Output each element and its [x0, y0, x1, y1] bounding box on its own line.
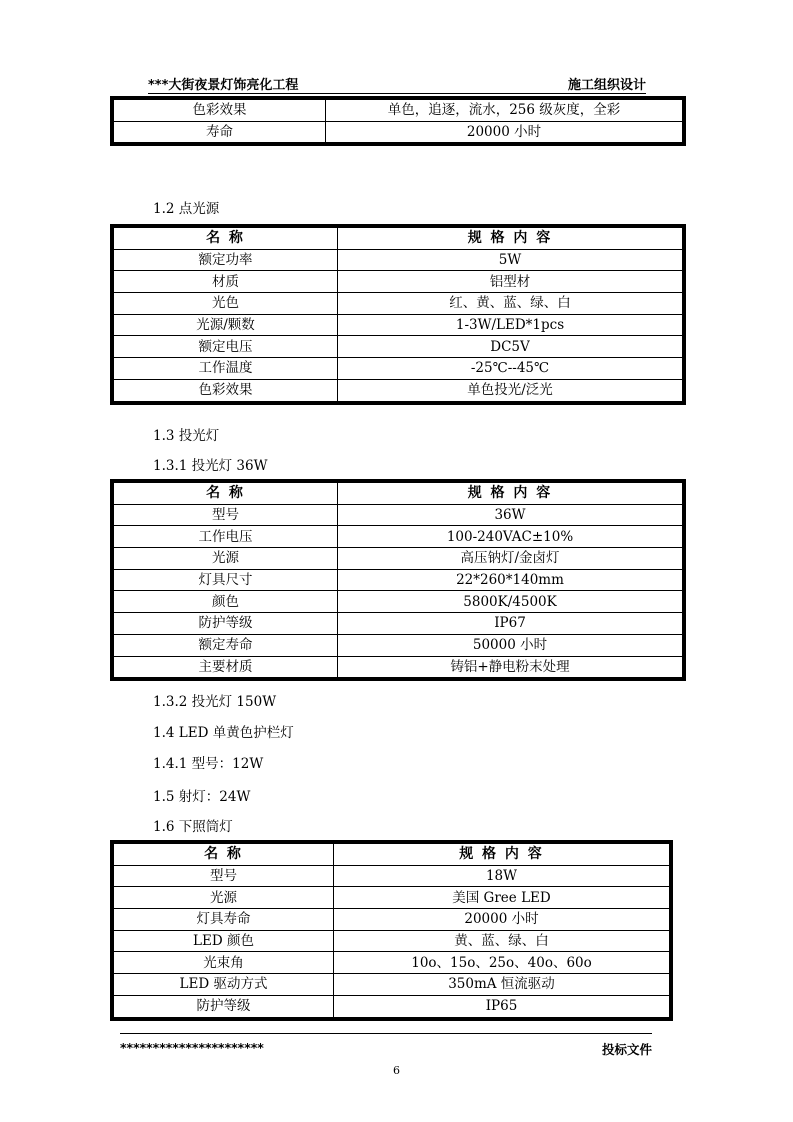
table-row [114, 358, 683, 380]
column-header-spec: 规 格 内 容 [334, 844, 670, 866]
header-project-title: ***大街夜景灯饰亮化工程 [148, 78, 299, 93]
table-row [114, 656, 683, 678]
table-header-row [114, 844, 670, 866]
table-row [114, 379, 683, 401]
table-row [114, 569, 683, 591]
column-header-name: 名 称 [114, 483, 338, 505]
header-doc-type: 施工组织设计 [567, 78, 646, 93]
column-header-name: 名 称 [114, 228, 338, 250]
table-cell-value: 黄、蓝、绿、白 [334, 930, 670, 952]
section-heading-1-6: 1.6 下照筒灯 [153, 819, 233, 835]
column-header-name: 名 称 [114, 844, 334, 866]
section-heading-1-4: 1.4 LED 单黄色护栏灯 [153, 725, 294, 741]
table-row [114, 336, 683, 358]
table-cell-name: 色彩效果 [114, 100, 326, 122]
table-cell-value: 18W [334, 865, 670, 887]
table-cell-name: 颜色 [114, 591, 338, 613]
table-row [114, 271, 683, 293]
table-cell-name: 型号 [114, 865, 334, 887]
table-cell-name: 灯具寿命 [114, 909, 334, 931]
table-row [114, 504, 683, 526]
table-row [114, 865, 670, 887]
column-header-spec: 规 格 内 容 [338, 483, 683, 505]
table-cell-name: 材质 [114, 271, 338, 293]
section-heading-1-4-1: 1.4.1 型号：12W [153, 756, 264, 772]
table-cell-value: 1-3W/LED*1pcs [338, 314, 683, 336]
table-cell-name: 光束角 [114, 952, 334, 974]
table-cell-name: 防护等级 [114, 613, 338, 635]
table-row [114, 613, 683, 635]
section-heading-1-3: 1.3 投光灯 [153, 428, 220, 444]
table-cell-value: 36W [338, 504, 683, 526]
table-cell-name: 色彩效果 [114, 379, 338, 401]
table-row [114, 249, 683, 271]
table-cell-name: 额定寿命 [114, 634, 338, 656]
table-cell-value: 5800K/4500K [338, 591, 683, 613]
table-row [114, 591, 683, 613]
table-cell-name: 额定电压 [114, 336, 338, 358]
table-cell-value: DC5V [338, 336, 683, 358]
spec-table-downlight [113, 843, 670, 1018]
table-cell-value: 22*260*140mm [338, 569, 683, 591]
table-cell-value: 50000 小时 [338, 634, 683, 656]
table-cell-value: 100-240VAC±10% [338, 526, 683, 548]
spec-table-floodlight-36w [113, 482, 683, 678]
table-cell-value: 铝型材 [338, 271, 683, 293]
table-cell-value: IP65 [334, 995, 670, 1017]
table-header-row [114, 228, 683, 250]
table-cell-value: 5W [338, 249, 683, 271]
page-header [148, 72, 646, 92]
table-row [114, 974, 670, 996]
table-cell-name: 灯具尺寸 [114, 569, 338, 591]
table-cell-value: 10o、15o、25o、40o、60o [334, 952, 670, 974]
section-heading-1-2: 1.2 点光源 [153, 201, 220, 217]
table-cell-name: 型号 [114, 504, 338, 526]
table-cell-value: 350mA 恒流驱动 [334, 974, 670, 996]
spec-table-point-light [113, 227, 683, 402]
table-cell-value: 单色投光/泛光 [338, 379, 683, 401]
table-header-row [114, 483, 683, 505]
table-cell-name: 额定功率 [114, 249, 338, 271]
table-cell-name: LED 驱动方式 [114, 974, 334, 996]
table-cell-name: 防护等级 [114, 995, 334, 1017]
table-row [114, 293, 683, 315]
table-row [114, 909, 670, 931]
table-cell-name: 光源 [114, 548, 338, 570]
section-heading-1-5: 1.5 射灯：24W [153, 789, 251, 805]
table-cell-name: 工作温度 [114, 358, 338, 380]
table-cell-value: 红、黄、蓝、绿、白 [338, 293, 683, 315]
table-row [114, 995, 670, 1017]
table-cell-name: LED 颜色 [114, 930, 334, 952]
footer-left-text: ********************** [120, 1040, 264, 1055]
header-divider [148, 93, 646, 94]
section-heading-1-3-1: 1.3.1 投光灯 36W [153, 458, 268, 474]
table-row [114, 952, 670, 974]
table-cell-value: 高压钠灯/金卤灯 [338, 548, 683, 570]
table-row [114, 526, 683, 548]
table-cell-name: 工作电压 [114, 526, 338, 548]
table-row [114, 100, 683, 122]
table-cell-value: 美国 Gree LED [334, 887, 670, 909]
table-row [114, 314, 683, 336]
column-header-spec: 规 格 内 容 [338, 228, 683, 250]
footer-divider [120, 1033, 652, 1034]
table-cell-name: 光源/颗数 [114, 314, 338, 336]
table-row [114, 887, 670, 909]
table-cell-value: 铸铝+静电粉末处理 [338, 656, 683, 678]
table-row [114, 548, 683, 570]
table-cell-name: 主要材质 [114, 656, 338, 678]
section-heading-1-3-2: 1.3.2 投光灯 150W [153, 694, 277, 710]
page-footer [120, 1040, 652, 1058]
table-row [114, 121, 683, 143]
table-cell-value: 20000 小时 [334, 909, 670, 931]
page-number: 6 [393, 1064, 400, 1077]
table-cell-value: IP67 [338, 613, 683, 635]
table-cell-name: 光源 [114, 887, 334, 909]
table-cell-value: 20000 小时 [326, 121, 683, 143]
table-cell-name: 光色 [114, 293, 338, 315]
table-row [114, 634, 683, 656]
footer-doc-label: 投标文件 [601, 1042, 652, 1057]
spec-table-continued [113, 99, 683, 143]
table-cell-value: 单色，追逐，流水，256 级灰度，全彩 [326, 100, 683, 122]
table-cell-value: -25℃--45℃ [338, 358, 683, 380]
table-cell-name: 寿命 [114, 121, 326, 143]
table-row [114, 930, 670, 952]
